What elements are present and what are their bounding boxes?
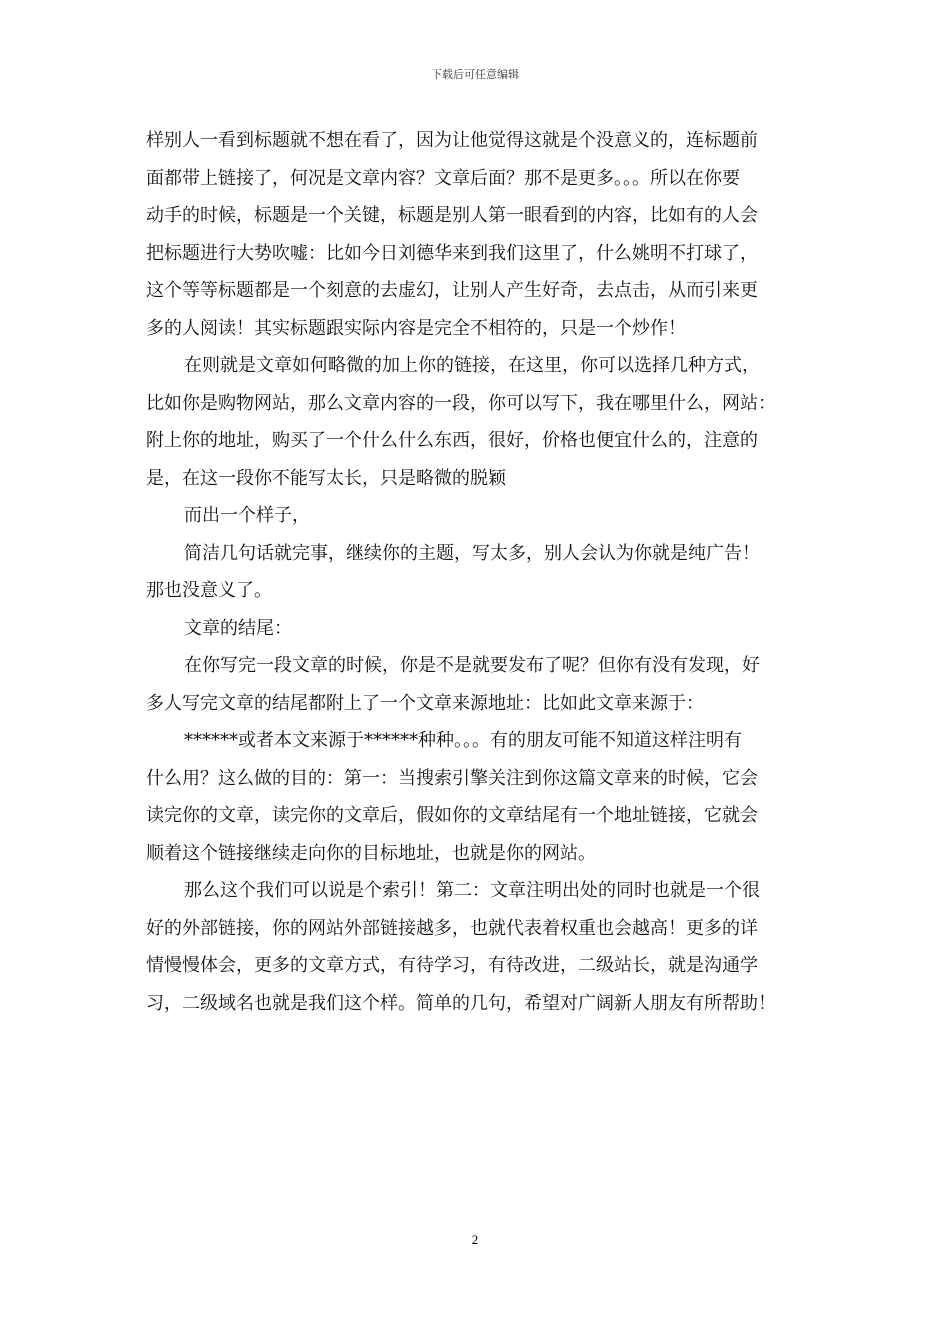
text-line: 情慢慢体会，更多的文章方式，有待学习，有待改进，二级站长，就是沟通学 <box>146 955 758 976</box>
text-line: 顺着这个链接继续走向你的目标地址，也就是你的网站。 <box>146 842 596 864</box>
text-line: 是，在这一段你不能写太长，只是略微的脱颖 <box>146 467 506 489</box>
text-line: 多人写完文章的结尾都附上了一个文章来源地址：比如此文章来源于： <box>146 692 704 714</box>
text-line: 习，二级域名也就是我们这个样。简单的几句，希望对广阔新人朋友有所帮助！ <box>146 992 776 1014</box>
text-line: 而出一个样子， <box>184 505 310 526</box>
text-line: 在你写完一段文章的时候，你是不是就要发布了呢？但你有没有发现，好 <box>184 655 760 676</box>
document-body <box>146 122 822 1022</box>
page-header: 下载后可任意编辑 <box>431 68 519 81</box>
text-line: 那也没意义了。 <box>146 580 272 601</box>
text-line: 比如你是购物网站，那么文章内容的一段，你可以写下，我在哪里什么，网站： <box>146 392 776 414</box>
text-line: 在则就是文章如何略微的加上你的链接，在这里，你可以选择几种方式， <box>184 355 760 376</box>
text-line: 样别人一看到标题就不想在看了，因为让他觉得这就是个没意义的，连标题前 <box>146 130 758 151</box>
text-line: 这个等等标题都是一个刻意的去虚幻，让别人产生好奇，去点击，从而引来更 <box>146 280 758 301</box>
text-line: 读完你的文章，读完你的文章后，假如你的文章结尾有一个地址链接，它就会 <box>146 805 758 826</box>
text-line: 那么这个我们可以说是个索引！第二：文章注明出处的同时也就是一个很 <box>184 880 760 901</box>
page-number: 2 <box>471 1232 479 1247</box>
text-line: 附上你的地址，购买了一个什么什么东西，很好，价格也便宜什么的，注意的 <box>146 430 758 451</box>
text-line: 动手的时候，标题是一个关键，标题是别人第一眼看到的内容，比如有的人会 <box>146 205 758 226</box>
text-line: 好的外部链接，你的网站外部链接越多，也就代表着权重也会越高！更多的详 <box>146 917 758 939</box>
text-line: 简洁几句话就完事，继续你的主题，写太多，别人会认为你就是纯广告！ <box>184 542 760 564</box>
text-line: 文章的结尾： <box>184 617 292 639</box>
text-line: 多的人阅读！其实标题跟实际内容是完全不相符的，只是一个炒作！ <box>146 317 686 339</box>
text-line: 什么用？这么做的目的：第一：当搜索引擎关注到你这篇文章来的时候，它会 <box>146 767 758 789</box>
text-line: 面都带上链接了，何况是文章内容？文章后面？那不是更多。。。所以在你要 <box>146 167 740 189</box>
text-line: ******或者本文来源于******种种。。。有的朋友可能不知道这样注明有 <box>184 730 742 751</box>
text-line: 把标题进行大势吹嘘：比如今日刘德华来到我们这里了，什么姚明不打球了， <box>146 242 758 264</box>
